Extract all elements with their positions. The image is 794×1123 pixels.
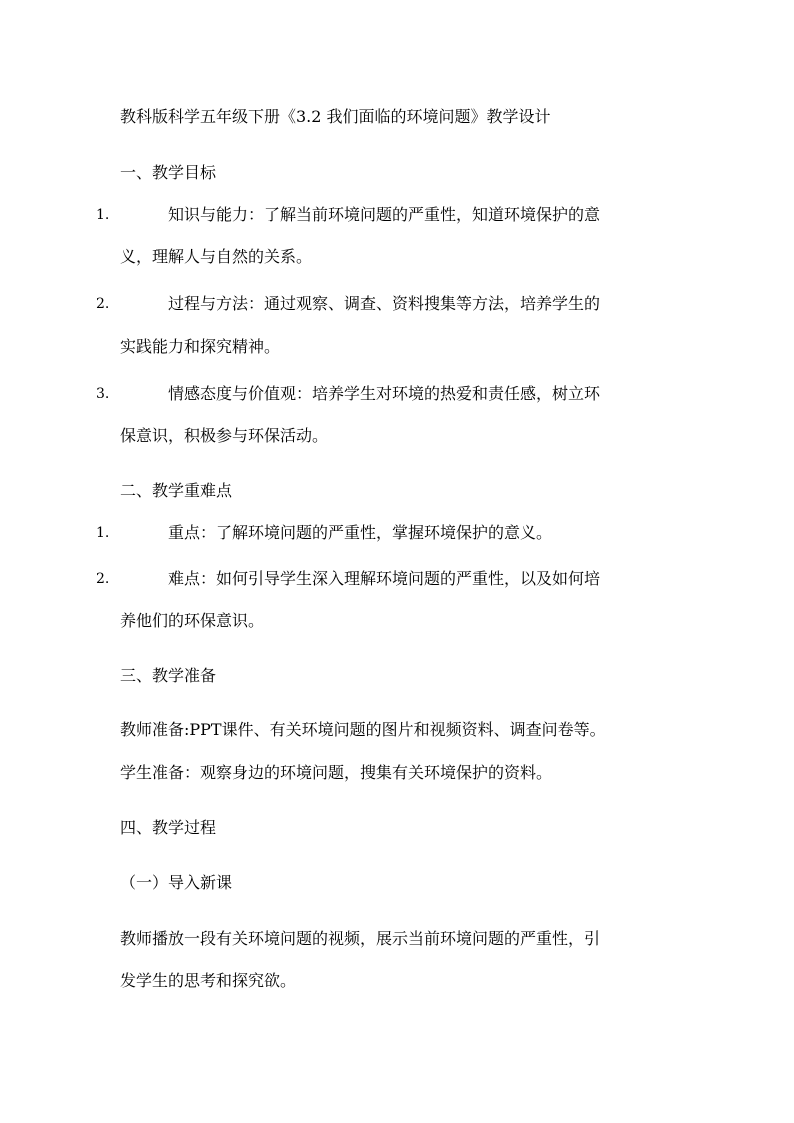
student-preparation: 学生准备：观察身边的环境问题，搜集有关环境保护的资料。 — [120, 763, 553, 782]
objective-1-line1: 知识与能力：了解当前环境问题的严重性，知道环境保护的意 — [168, 205, 601, 224]
section-heading-process: 四、教学过程 — [120, 818, 217, 837]
list-number: 2. — [96, 296, 110, 312]
key-point-line1: 重点：了解环境问题的严重性，掌握环境保护的意义。 — [168, 523, 553, 542]
list-number: 1. — [96, 525, 110, 541]
objective-3-line1: 情感态度与价值观：培养学生对环境的热爱和责任感，树立环 — [168, 384, 601, 403]
objective-2-line2: 实践能力和探究精神。 — [120, 337, 281, 356]
section-heading-preparation: 三、教学准备 — [120, 666, 217, 685]
difficulty-line1: 难点：如何引导学生深入理解环境问题的严重性，以及如何培 — [168, 569, 601, 588]
section-heading-key-points: 二、教学重难点 — [120, 481, 233, 500]
teacher-preparation: 教师准备:PPT课件、有关环境问题的图片和视频资料、调查问卷等。 — [120, 720, 606, 739]
objective-3-line2: 保意识，积极参与环保活动。 — [120, 426, 329, 445]
list-number: 3. — [96, 386, 110, 402]
difficulty-line2: 养他们的环保意识。 — [120, 611, 265, 630]
objective-1-line2: 义，理解人与自然的关系。 — [120, 247, 313, 266]
intro-paragraph-line1: 教师播放一段有关环境问题的视频，展示当前环境问题的严重性，引 — [120, 929, 601, 948]
objective-2-line1: 过程与方法：通过观察、调查、资料搜集等方法，培养学生的 — [168, 294, 601, 313]
section-heading-objectives: 一、教学目标 — [120, 163, 217, 182]
list-number: 1. — [96, 207, 110, 223]
intro-paragraph-line2: 发学生的思考和探究欲。 — [120, 971, 297, 990]
document-title: 教科版科学五年级下册《3.2 我们面临的环境问题》教学设计 — [120, 107, 551, 126]
subsection-heading-intro: （一）导入新课 — [120, 873, 233, 892]
list-number: 2. — [96, 571, 110, 587]
